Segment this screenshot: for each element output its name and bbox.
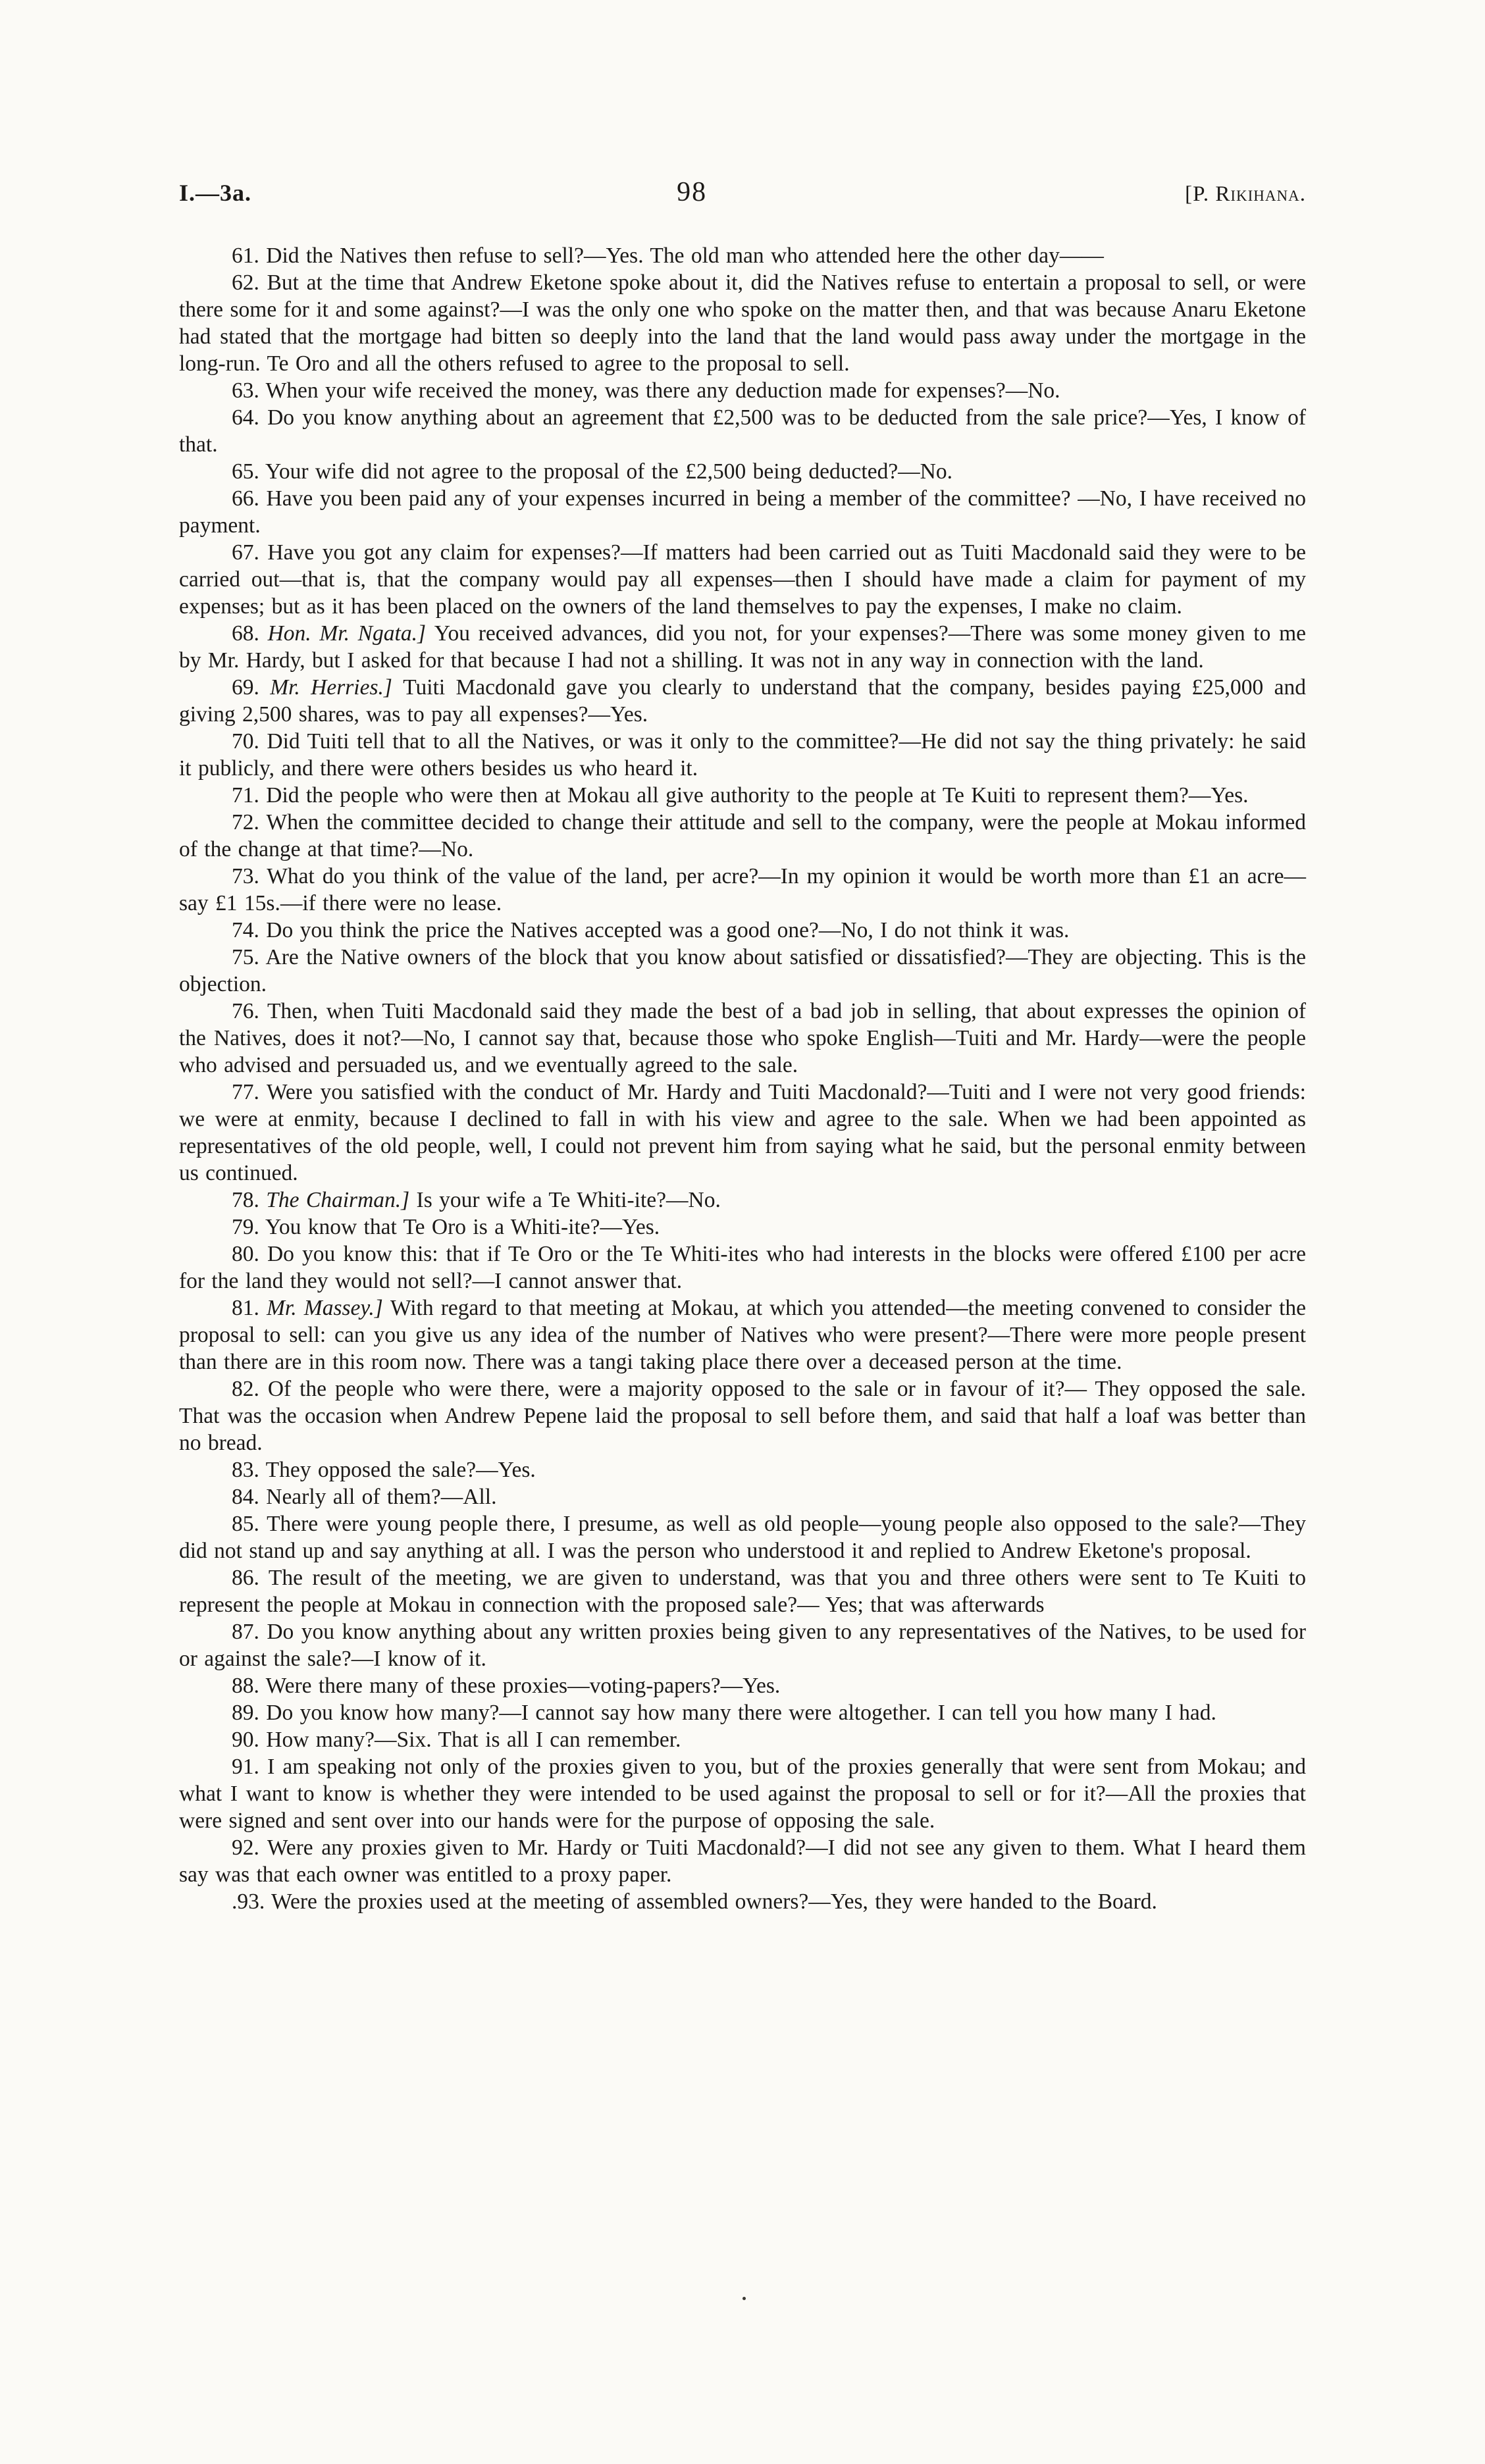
qa-list xyxy=(179,242,1306,1915)
qa-text: When your wife received the money, was there any deduction made for expenses?—No. xyxy=(265,378,1060,403)
question-number: 70. xyxy=(232,729,267,754)
qa-text: But at the time that Andrew Eketone spoke about it, did the Natives refuse to entertain a proposal to sell, or were there some for it and some against?—I was the only one who spoke on the matter then, and that was because Anaru Eketone had stated that the mortgage had bitten so deeply into the land that the land would pass away under the mortgage in the long-run. Te Oro and all the others refused to agree to the proposal to sell. xyxy=(179,270,1307,376)
qa-text: I am speaking not only of the proxies given to you, but of the proxies generally that were sent from Mokau; and what I want to know is whether they were intended to be used against the proposal to sell or for it?—All the proxies that were signed and sent over into our hands were for the purpose of opposing the sale. xyxy=(179,1755,1307,1833)
qa-paragraph xyxy=(179,1483,1306,1510)
question-number: 63. xyxy=(232,378,266,403)
qa-text: Were the proxies used at the meeting of assembled owners?—Yes, they were handed to the Board. xyxy=(271,1889,1157,1914)
question-number: 78. xyxy=(232,1188,267,1212)
qa-text: They opposed the sale?—Yes. xyxy=(265,1458,536,1482)
question-number: .93. xyxy=(232,1889,272,1914)
qa-text: Then, when Tuiti Macdonald said they made the best of a bad job in selling, that about expresses the opinion of the Natives, does it not?—No, I cannot say that, because those who spoke English—Tuiti and Mr. Hardy—were the people who advised and persuaded us, and we eventually agreed to the sale. xyxy=(179,999,1306,1077)
qa-paragraph xyxy=(179,728,1306,782)
qa-text: You know that Te Oro is a Whiti-ite?—Yes. xyxy=(265,1215,660,1239)
qa-paragraph xyxy=(179,1241,1306,1295)
qa-paragraph xyxy=(179,458,1306,485)
qa-paragraph xyxy=(179,1510,1306,1564)
ink-speck xyxy=(742,2297,746,2300)
question-number: 62. xyxy=(232,270,267,295)
question-number: 83. xyxy=(232,1458,266,1482)
speaker-name: Mr. Massey.] xyxy=(267,1296,390,1320)
qa-text: With regard to that meeting at Mokau, at which you attended—the meeting convened to consider the proposal to sell: can you give us any idea of the number of Natives who were present?—There were more people present than there are in this room now. There was a tangi taking place there over a deceased person at the time. xyxy=(179,1296,1307,1374)
qa-paragraph xyxy=(179,944,1306,998)
question-number: 92. xyxy=(232,1835,267,1860)
question-number: 75. xyxy=(232,945,266,969)
qa-paragraph xyxy=(179,377,1306,404)
qa-paragraph xyxy=(179,1187,1306,1214)
qa-paragraph xyxy=(179,1564,1306,1618)
question-number: 87. xyxy=(232,1620,267,1644)
question-number: 91. xyxy=(232,1755,268,1779)
qa-paragraph xyxy=(179,1699,1306,1726)
question-number: 82. xyxy=(232,1377,268,1401)
speaker-name: The Chairman.] xyxy=(266,1188,417,1212)
qa-text: What do you think of the value of the land, per acre?—In my opinion it would be worth more than £1 an acre—say £1 15s.—if there were no lease. xyxy=(179,864,1306,915)
qa-text: Did the people who were then at Mokau all give authority to the people at Te Kuiti to represent them?—Yes. xyxy=(266,783,1249,808)
qa-paragraph xyxy=(179,404,1306,458)
qa-paragraph xyxy=(179,269,1306,377)
qa-text: Do you know anything about any written proxies being given to any representatives of the Natives, to be used for or against the sale?—I know of it. xyxy=(179,1620,1307,1671)
qa-text: When the committee decided to change their attitude and sell to the company, were the people at Mokau informed of the change at that time?—No. xyxy=(179,810,1306,861)
qa-paragraph xyxy=(179,1079,1306,1187)
qa-text: Did Tuiti tell that to all the Natives, or was it only to the committee?—He did not say the thing privately: he said it publicly, and there were others besides us who heard it. xyxy=(179,729,1306,781)
qa-text: Do you know anything about an agreement that £2,500 was to be deducted from the sale price?—Yes, I know of that. xyxy=(179,405,1307,457)
question-number: 88. xyxy=(232,1674,266,1698)
qa-text: Were any proxies given to Mr. Hardy or Tuiti Macdonald?—I did not see any given to them. What I heard them say was that each owner was entitled to a proxy paper. xyxy=(179,1835,1306,1887)
qa-text: Did the Natives then refuse to sell?—Yes. The old man who attended here the other day—— xyxy=(266,244,1104,268)
qa-paragraph xyxy=(179,1672,1306,1699)
qa-paragraph xyxy=(179,1888,1306,1915)
qa-text: The result of the meeting, we are given to understand, was that you and three others were sent to Te Kuiti to represent the people at Mokau in connection with the proposed sale?— Yes; that was afterwards xyxy=(179,1566,1306,1617)
qa-paragraph xyxy=(179,863,1306,917)
running-head xyxy=(179,176,1306,208)
qa-text: There were young people there, I presume, as well as old people—young people also opposed to the sale?—They did not stand up and say anything at all. I was the person who understood it and replied to Andrew Eketone's proposal. xyxy=(179,1512,1306,1563)
qa-paragraph xyxy=(179,674,1306,728)
question-number: 71. xyxy=(232,783,267,808)
question-number: 61. xyxy=(232,244,267,268)
question-number: 65. xyxy=(232,459,266,484)
qa-text: Have you got any claim for expenses?—If matters had been carried out as Tuiti Macdonald said they were to be carried out—that is, that the company would pay all expenses—then I should have made a claim for payment of my expenses; but as it has been placed on the owners of the land themselves to pay the expenses, I make no claim. xyxy=(179,540,1306,619)
question-number: 81. xyxy=(232,1296,267,1320)
question-number: 85. xyxy=(232,1512,267,1536)
question-number: 68. xyxy=(232,621,268,646)
speaker-name: Hon. Mr. Ngata.] xyxy=(267,621,434,646)
qa-text: Is your wife a Te Whiti-ite?—No. xyxy=(416,1188,721,1212)
question-number: 73. xyxy=(232,864,267,888)
witness-name: [P. Rikihana. xyxy=(1185,182,1306,206)
question-number: 74. xyxy=(232,918,267,942)
question-number: 77. xyxy=(232,1080,267,1104)
qa-text: Tuiti Macdonald gave you clearly to understand that the company, besides paying £25,000 and giving 2,500 shares, was to pay all expenses?—Yes. xyxy=(179,675,1306,727)
qa-paragraph xyxy=(179,1726,1306,1753)
qa-paragraph xyxy=(179,539,1306,620)
question-number: 80. xyxy=(232,1242,267,1266)
qa-paragraph xyxy=(179,485,1306,539)
qa-paragraph xyxy=(179,782,1306,809)
qa-paragraph xyxy=(179,1295,1306,1375)
qa-text: Your wife did not agree to the proposal of the £2,500 being deducted?—No. xyxy=(265,459,952,484)
qa-text: Do you know this: that if Te Oro or the Te Whiti-ites who had interests in the blocks were offered £100 per acre for the land they would not sell?—I cannot answer that. xyxy=(179,1242,1306,1293)
question-number: 89. xyxy=(232,1701,267,1725)
qa-paragraph xyxy=(179,917,1306,944)
qa-paragraph xyxy=(179,809,1306,863)
page-number: 98 xyxy=(677,177,708,207)
qa-text: Of the people who were there, were a majority opposed to the sale or in favour of it?— They opposed the sale. That was the occasion when Andrew Pepene laid the proposal to sell before them, and said that half a loaf was better than no bread. xyxy=(179,1377,1307,1455)
qa-paragraph xyxy=(179,1753,1306,1834)
qa-text: Do you know how many?—I cannot say how many there were altogether. I can tell you how many I had. xyxy=(266,1701,1216,1725)
qa-text: Do you think the price the Natives accepted was a good one?—No, I do not think it was. xyxy=(266,918,1070,942)
page-content xyxy=(179,176,1306,1915)
qa-text: Were there many of these proxies—voting-papers?—Yes. xyxy=(265,1674,781,1698)
question-number: 64. xyxy=(232,405,268,430)
qa-paragraph xyxy=(179,1214,1306,1241)
question-number: 67. xyxy=(232,540,268,565)
qa-text: You received advances, did you not, for your expenses?—There was some money given to me by Mr. Hardy, but I asked for that because I had not a shilling. It was not in any way in connection with the land. xyxy=(179,621,1306,673)
qa-paragraph xyxy=(179,1456,1306,1483)
qa-text: Are the Native owners of the block that you know about satisfied or dissatisfied?—They are objecting. This is the objection. xyxy=(179,945,1306,996)
qa-text: Have you been paid any of your expenses incurred in being a member of the committee? —No, I have received no payment. xyxy=(179,486,1306,538)
qa-paragraph xyxy=(179,242,1306,269)
qa-text: Were you satisfied with the conduct of Mr. Hardy and Tuiti Macdonald?—Tuiti and I were not very good friends: we were at enmity, because I declined to fall in with his view and agree to the sale. When we had been appointed as representatives of the old people, well, I could not prevent him from saying what he said, but the personal enmity between us continued. xyxy=(179,1080,1306,1185)
question-number: 90. xyxy=(232,1728,267,1752)
question-number: 66. xyxy=(232,486,267,511)
qa-text: Nearly all of them?—All. xyxy=(266,1485,497,1509)
qa-paragraph xyxy=(179,1834,1306,1888)
question-number: 86. xyxy=(232,1566,269,1590)
qa-text: How many?—Six. That is all I can remember. xyxy=(266,1728,681,1752)
question-number: 84. xyxy=(232,1485,267,1509)
paper-number: I.—3a. xyxy=(179,180,252,206)
speaker-name: Mr. Herries.] xyxy=(270,675,404,700)
question-number: 72. xyxy=(232,810,267,834)
qa-paragraph xyxy=(179,998,1306,1079)
qa-paragraph xyxy=(179,1375,1306,1456)
question-number: 69. xyxy=(232,675,271,700)
question-number: 76. xyxy=(232,999,267,1023)
question-number: 79. xyxy=(232,1215,266,1239)
qa-paragraph xyxy=(179,620,1306,674)
qa-paragraph xyxy=(179,1618,1306,1672)
